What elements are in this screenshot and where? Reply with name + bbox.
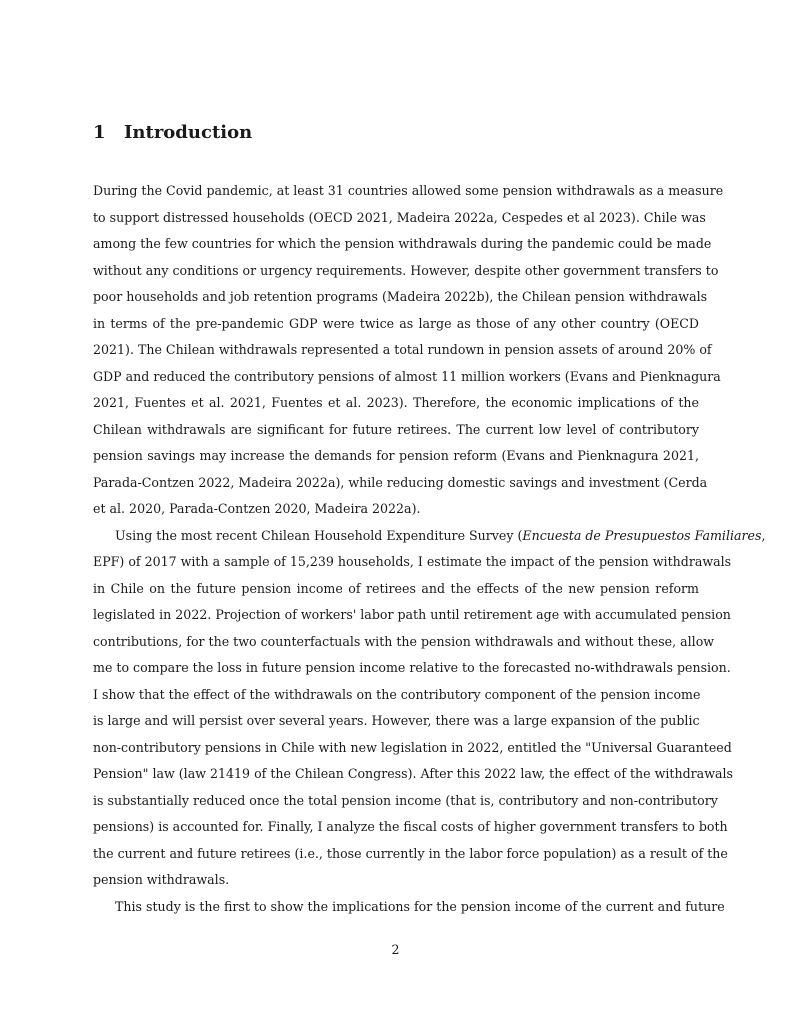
section-number: 1 <box>93 122 106 143</box>
section-title: Introduction <box>124 122 253 143</box>
paragraph-2-line: legislated in 2022. Projection of workers' labor path until retirement age with accumulated pension <box>93 607 731 622</box>
section-heading <box>93 120 252 146</box>
page-number: 2 <box>391 942 400 957</box>
paragraph-2-first-line-end: , <box>761 527 766 543</box>
paragraph-1-line: Parada-Contzen 2022, Madeira 2022a), while reducing domestic savings and investment (Cerda <box>93 474 708 490</box>
paragraph-2-line: I show that the effect of the withdrawals on the contributory component of the pension income <box>93 686 701 702</box>
paragraph-2-line: is large and will persist over several years. However, there was a large expansion of the public <box>93 713 700 728</box>
paragraph-1-line: GDP and reduced the contributory pensions of almost 11 million workers (Evans and Pienknagura <box>93 368 721 384</box>
paragraph-1-line: 2021). The Chilean withdrawals represented a total rundown in pension assets of around 20% of <box>93 342 712 357</box>
paragraph-1-line: During the Covid pandemic, at least 31 countries allowed some pension withdrawals as a measure <box>93 183 724 198</box>
paragraph-2-line: Pension" law (law 21419 of the Chilean Congress). After this 2022 law, the effect of the withdrawals <box>93 766 733 781</box>
paragraph-2-line: the current and future retirees (i.e., those currently in the labor force population) as a result of the <box>93 845 728 861</box>
paragraph-2-first-line <box>93 523 766 550</box>
paragraph-2-line: contributions, for the two counterfactuals with the pension withdrawals and without these, allow <box>93 633 715 649</box>
paragraph-2-line: non-contributory pensions in Chile with new legislation in 2022, entitled the "Universal Guaranteed <box>93 739 732 755</box>
paragraph-2-line: is substantially reduced once the total pension income (that is, contributory and non-contributory <box>93 792 718 808</box>
paragraph-1-line: among the few countries for which the pension withdrawals during the pandemic could be made <box>93 236 712 251</box>
paragraph-1-line: poor households and job retention programs (Madeira 2022b), the Chilean pension withdrawals <box>93 289 708 304</box>
paragraph-2-line: EPF) of 2017 with a sample of 15,239 households, I estimate the impact of the pension withdrawals <box>93 554 732 569</box>
paragraph-1-line: et al. 2020, Parada-Contzen 2020, Madeira 2022a). <box>93 501 421 516</box>
paragraph-1-line: 2021, Fuentes et al. 2021, Fuentes et al. 2023). Therefore, the economic implications of the <box>93 395 699 410</box>
paragraph-1-line: to support distressed households (OECD 2021, Madeira 2022a, Cespedes et al 2023). Chile was <box>93 209 706 225</box>
paragraph-2-line: in Chile on the future pension income of retirees and the effects of the new pension reform <box>93 580 699 596</box>
paragraph-2-line: pension withdrawals. <box>93 872 230 887</box>
paragraph-1-line: without any conditions or urgency requirements. However, despite other government transfers to <box>93 262 719 278</box>
paragraph-2-first-line-start: Using the most recent Chilean Household Expenditure Survey ( <box>115 527 523 543</box>
paragraph-3-line: This study is the first to show the implications for the pension income of the current and future <box>115 898 725 914</box>
paragraph-1-line: pension savings may increase the demands for pension reform (Evans and Pienknagura 2021, <box>93 448 699 463</box>
paragraph-2-line: pensions) is accounted for. Finally, I analyze the fiscal costs of higher government transfers to both <box>93 819 728 834</box>
paragraph-1-line: in terms of the pre-pandemic GDP were twice as large as those of any other country (OECD <box>93 315 699 331</box>
body-text <box>93 178 766 920</box>
paragraph-1-line: Chilean withdrawals are significant for future retirees. The current low level of contributory <box>93 421 699 437</box>
paragraph-2-line: me to compare the loss in future pension income relative to the forecasted no-withdrawals pension. <box>93 660 731 675</box>
survey-name-italic: Encuesta de Presupuestos Familiares <box>522 527 762 543</box>
